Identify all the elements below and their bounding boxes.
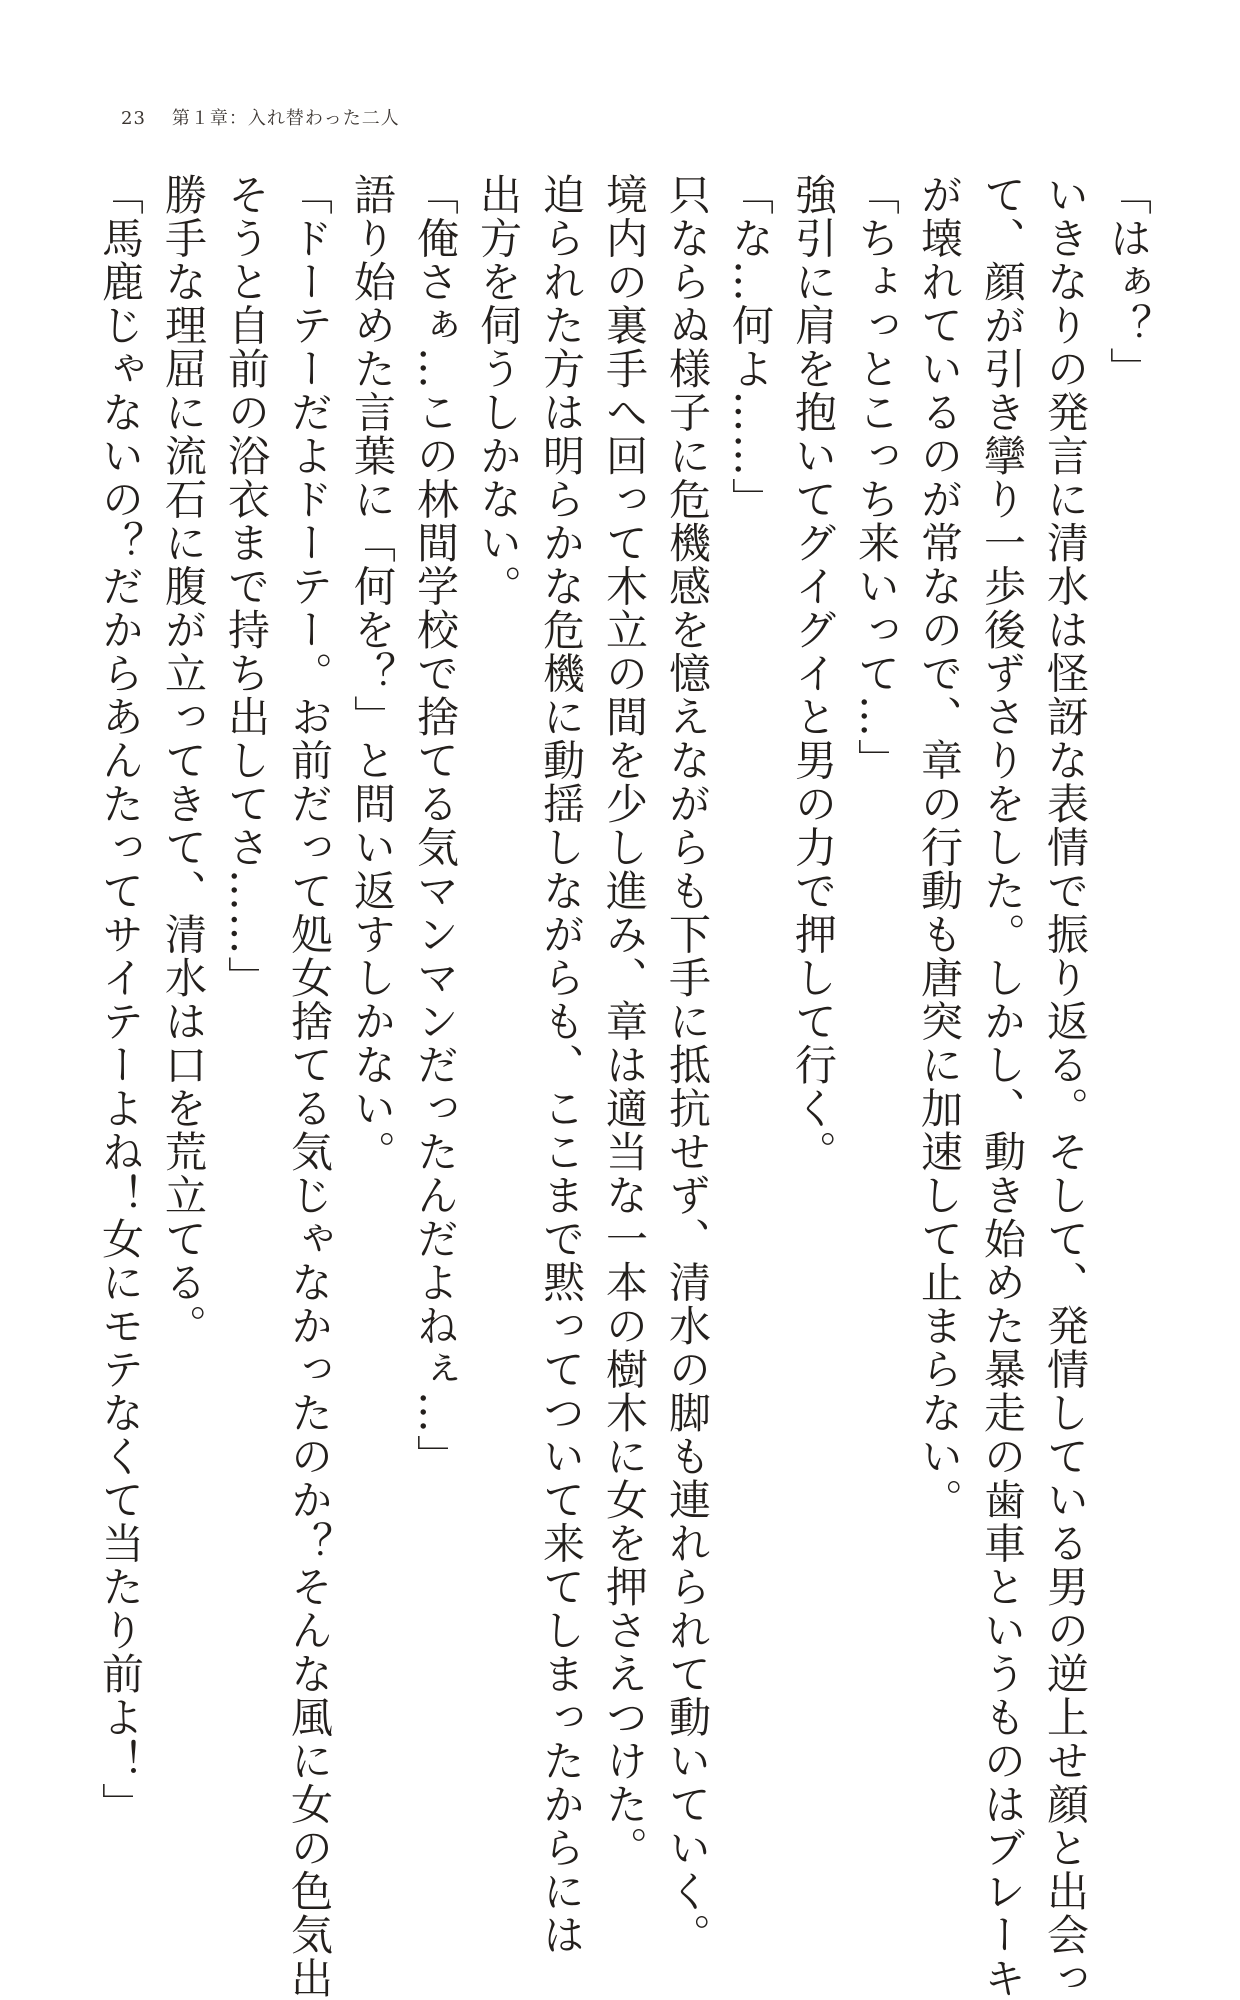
text-line: 語り始めた言葉に「何を？」と問い返すしかない。	[348, 173, 397, 1174]
text-line: 勝手な理屈に流石に腹が立ってきて、清水は口を荒立てる。	[159, 173, 208, 1348]
text-line: 出方を伺うしかない。	[474, 173, 523, 608]
text-line: 「ちょっとこっち来いって…」	[852, 173, 901, 782]
text-line: 「馬鹿じゃないの？だからあんたってサイテーよね！女にモテなくて当たり前よ！」	[96, 173, 145, 1826]
text-line: 只ならぬ様子に危機感を憶えながらも下手に抵抗せず、清水の脚も連れられて動いていく。	[663, 173, 712, 1957]
text-line: 「はぁ？」	[1104, 173, 1153, 391]
text-line: 迫られた方は明らかな危機に動揺しながらも、ここまで黙ってついて来てしまったからには	[537, 173, 586, 1957]
text-line: そうと自前の浴衣まで持ち出してさ……」	[222, 173, 271, 1000]
text-line: て、顔が引き攣り一歩後ずさりをした。しかし、動き始めた暴走の歯車というものはブレーキ	[978, 173, 1027, 2000]
text-line: いきなりの発言に清水は怪訝な表情で振り返る。そして、発情している男の逆上せ顔と出会っ	[1041, 173, 1090, 2000]
text-line: 「俺さぁ…この林間学校で捨てる気マンマンだったんだよねぇ…」	[411, 173, 460, 1478]
text-line: 境内の裏手へ回って木立の間を少し進み、章は適当な一本の樹木に女を押さえつけた。	[600, 173, 649, 1870]
text-line: 「な…何よ……」	[726, 173, 775, 521]
page-number: 23	[121, 108, 146, 129]
vertical-body-text	[96, 173, 1160, 2000]
text-line: 強引に肩を抱いてグイグイと男の力で押して行く。	[789, 173, 838, 1174]
text-line: 「ドーテーだよドーテー。お前だって処女捨てる気じゃなかったのか？そんな風に女の色気出	[285, 173, 334, 2000]
chapter-title: 第１章：入れ替わった二人	[171, 108, 400, 129]
running-header	[121, 104, 400, 130]
text-line: が壊れているのが常なので、章の行動も唐突に加速して止まらない。	[915, 173, 964, 1522]
